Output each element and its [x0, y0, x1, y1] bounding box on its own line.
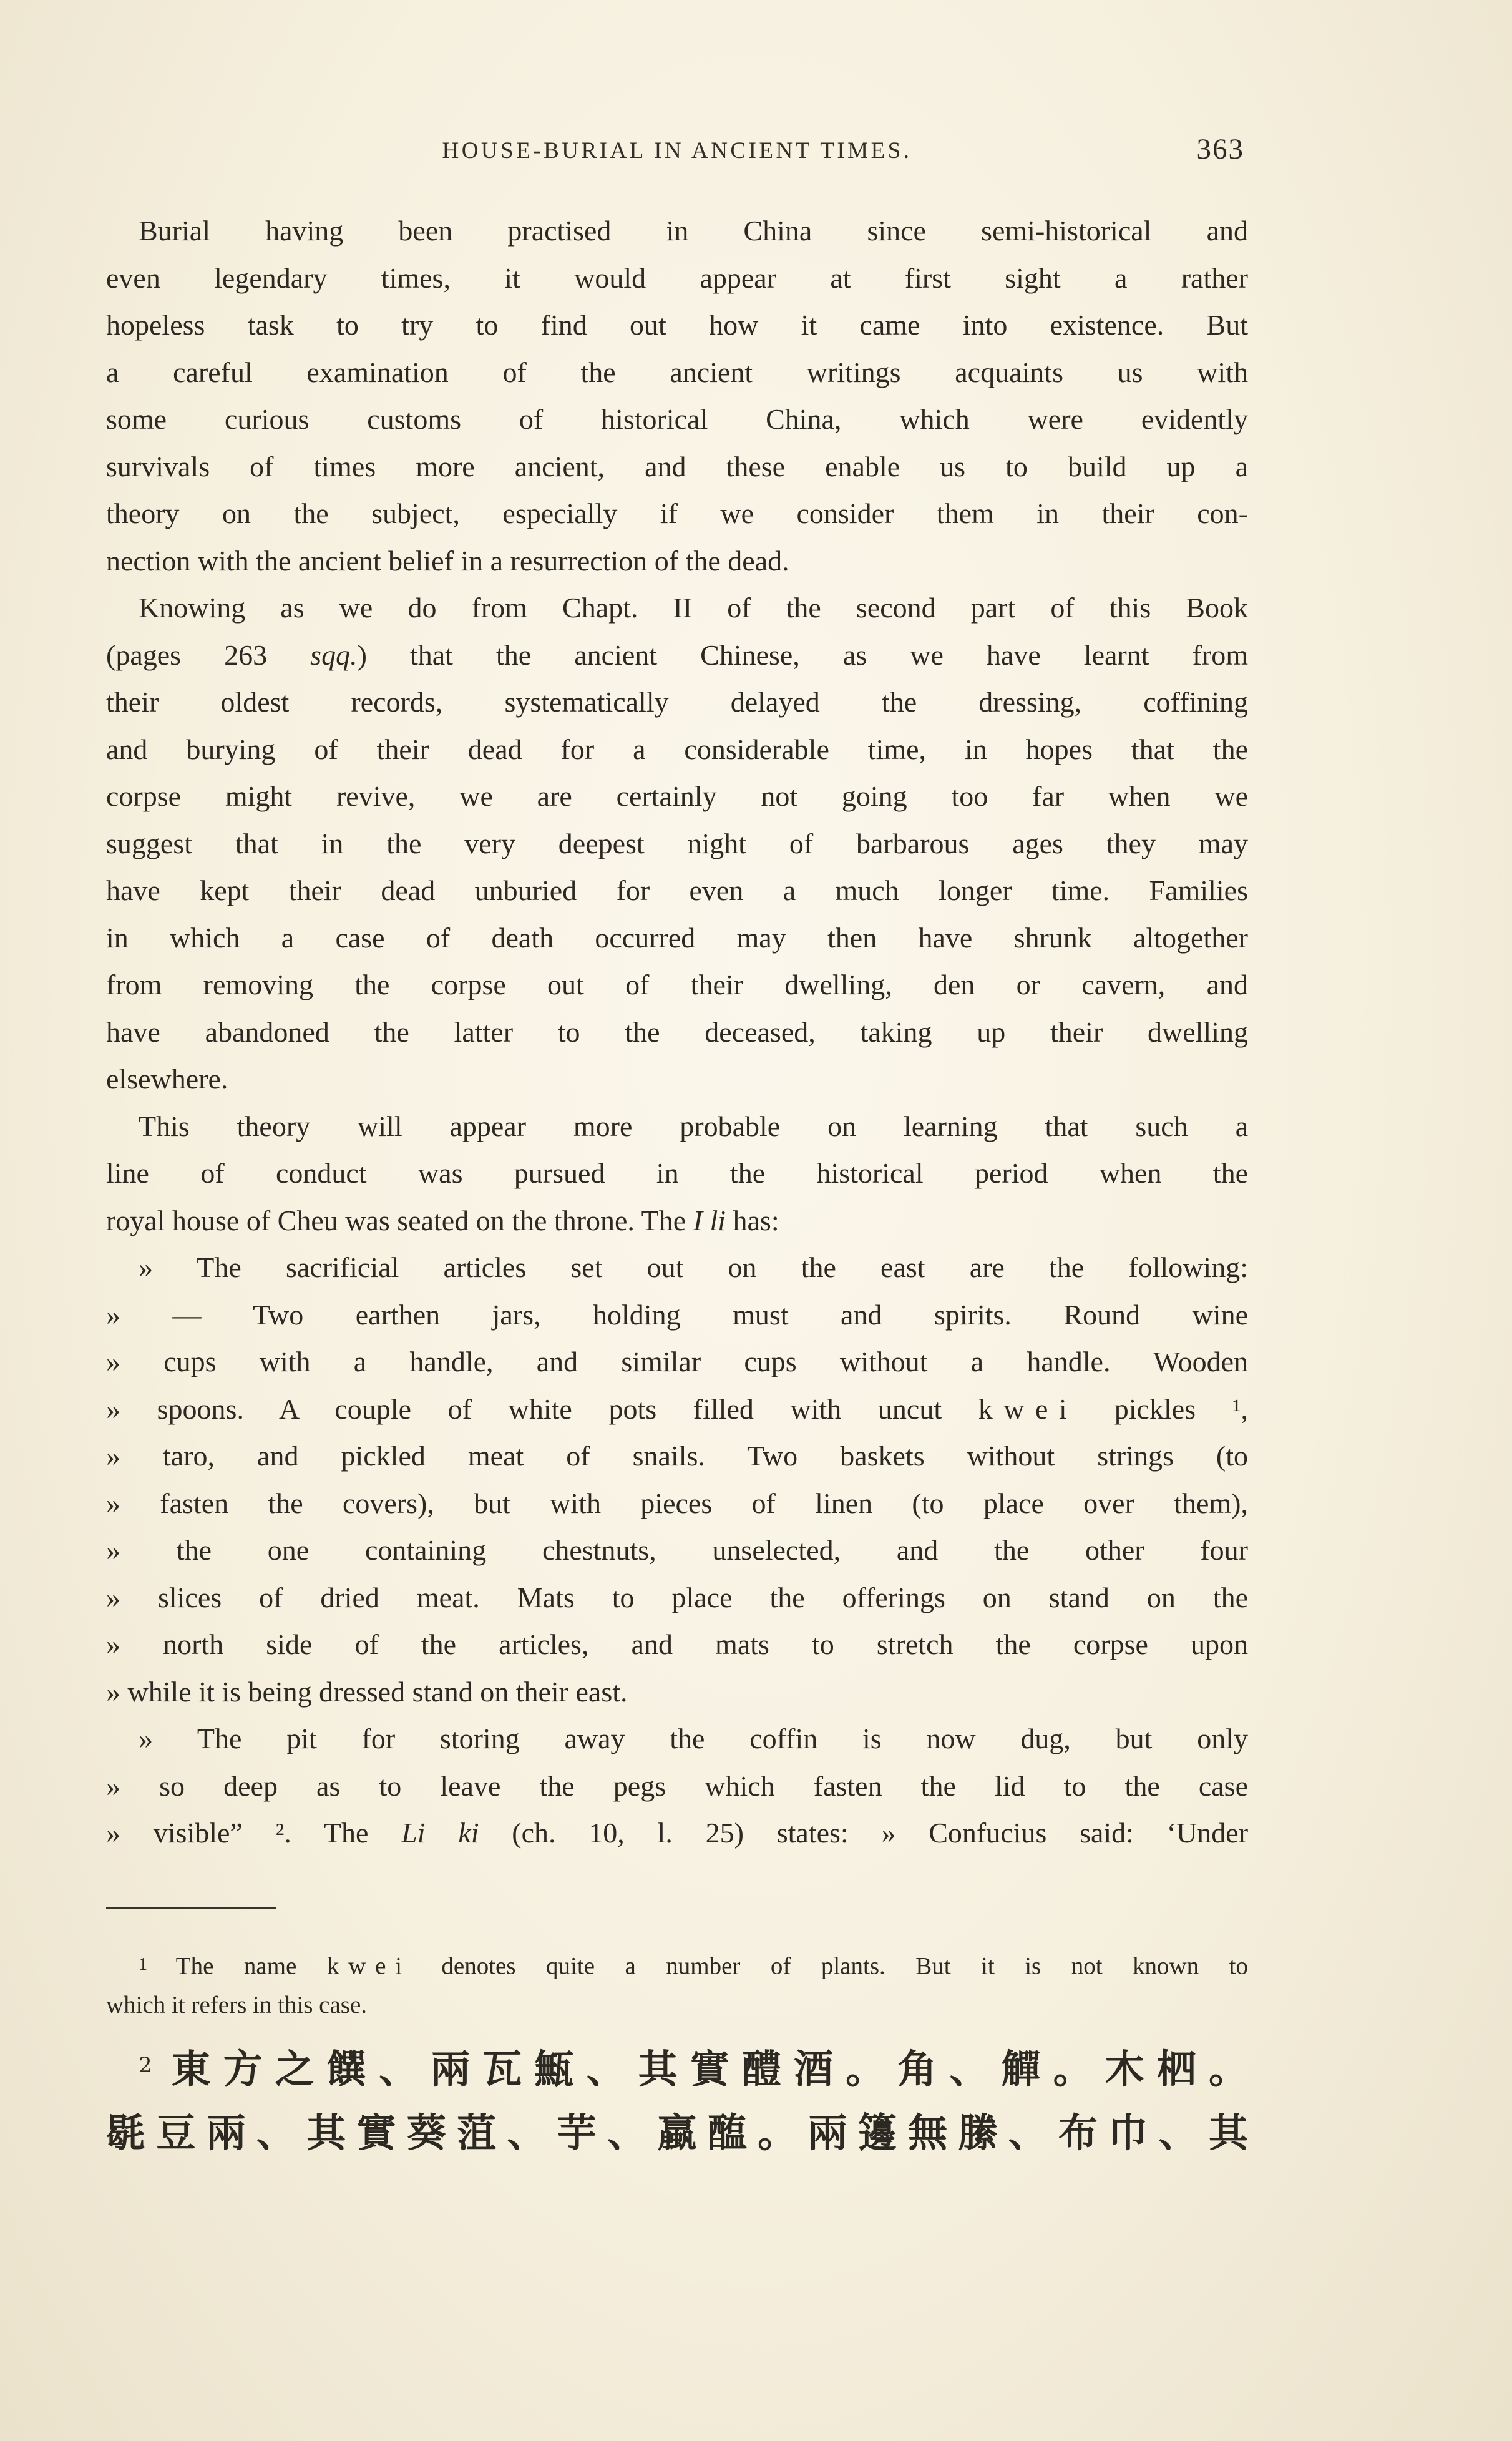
body-text-line: [106, 443, 1248, 491]
text-segment: some curious customs of historical China, which were evidently: [106, 403, 1248, 435]
text-segment: their oldest records, systematically delayed the dressing, coffining: [106, 686, 1248, 718]
body-text-line: [106, 1527, 1248, 1574]
text-segment: » — Two earthen jars, holding must and spirits. Round wine: [106, 1298, 1248, 1331]
text-segment: from removing the corpse out of their dwelling, den or cavern, and: [106, 969, 1248, 1000]
body-text-line: [106, 584, 1248, 632]
body-text-line: [106, 349, 1248, 396]
text-segment: (ch. 10, l. 25) states: » Confucius said: ‘Under: [479, 1817, 1249, 1849]
body-text-line: [106, 255, 1248, 302]
text-segment: 2: [139, 2053, 172, 2078]
text-segment: 毼豆兩、其實葵菹、芋、蠃醢。兩籩無縢、布巾、其: [106, 2110, 1248, 2156]
body-text-line: [106, 396, 1248, 443]
body-text-line: [106, 1386, 1248, 1433]
text-segment: » fasten the covers), but with pieces of linen (to place over them),: [106, 1487, 1248, 1519]
text-segment: even legendary times, it would appear at first sight a rather: [106, 262, 1248, 294]
text-segment: which it refers in this case.: [106, 1992, 368, 2019]
body-text-line: [106, 1621, 1248, 1668]
footnote-line: [106, 1945, 1248, 1986]
body-text-line: [106, 914, 1248, 962]
text-segment: Li ki: [401, 1817, 479, 1849]
text-segment: nection with the ancient belief in a resurrection of the dead.: [106, 544, 789, 577]
body-text-line: [106, 726, 1248, 773]
text-segment: » taro, and pickled meat of snails. Two baskets without strings (to: [106, 1440, 1248, 1472]
body-text-line: [106, 1432, 1248, 1480]
running-title: HOUSE-BURIAL IN ANCIENT TIMES.: [442, 138, 912, 164]
body-text-line: [106, 301, 1248, 349]
body-text-line: [106, 1715, 1248, 1763]
text-segment: and burying of their dead for a considerable time, in hopes that the: [106, 733, 1248, 765]
text-segment: line of conduct was pursued in the historical period when the: [106, 1157, 1248, 1189]
body-text-line: [106, 678, 1248, 726]
text-segment: sqq.: [310, 638, 358, 671]
body-text-line: [106, 1809, 1248, 1857]
text-segment: » so deep as to leave the pegs which fasten the lid to the case: [106, 1769, 1248, 1802]
body-text-line: [106, 1291, 1248, 1339]
footnotes: [106, 1945, 1248, 2165]
text-segment: » while it is being dressed stand on their east.: [106, 1675, 628, 1708]
text-segment: have kept their dead unburied for even a much longer time. Families: [106, 874, 1248, 906]
text-segment: elsewhere.: [106, 1063, 228, 1095]
text-segment: I li: [693, 1204, 726, 1236]
text-segment: hopeless task to try to find out how it came into existence. But: [106, 309, 1248, 341]
body-text-line: [106, 1574, 1248, 1622]
footnote-line: [106, 2101, 1248, 2165]
body-text-line: [106, 961, 1248, 1009]
text-segment: suggest that in the very deepest night of barbarous ages they may: [106, 827, 1248, 859]
text-segment: corpse might revive, we are certainly not going too far when we: [106, 780, 1248, 812]
text-segment: has:: [726, 1204, 779, 1236]
text-segment: 1: [139, 1954, 176, 1974]
body-text-line: [106, 867, 1248, 914]
body-text-line: [106, 1244, 1248, 1291]
text-segment: The name: [175, 1952, 327, 1980]
text-segment: theory on the subject, especially if we consider them in their con-: [106, 497, 1248, 529]
text-segment: pickles ¹,: [1078, 1392, 1249, 1425]
body-text-line: [106, 537, 1248, 585]
text-segment: » visible” ². The: [106, 1817, 402, 1849]
page-number: 363: [1196, 133, 1244, 165]
body-text-line: [106, 1763, 1248, 1810]
text-segment: » The pit for storing away the coffin is now dug, but only: [139, 1723, 1248, 1754]
text-segment: » north side of the articles, and mats to stretch the corpse upon: [106, 1628, 1248, 1660]
body-text-line: [106, 1197, 1248, 1245]
text-segment: (pages 263: [106, 638, 311, 671]
text-segment: » cups with a handle, and similar cups without a handle. Wooden: [106, 1346, 1248, 1377]
body-text-line: [106, 632, 1248, 679]
body-text-line: [106, 1055, 1248, 1103]
body-text-line: [106, 1009, 1248, 1056]
page-content: [106, 0, 1248, 2165]
body-text-line: [106, 490, 1248, 537]
body-text-line: [106, 1338, 1248, 1386]
text-segment: » The sacrificial articles set out on the east are the following:: [139, 1251, 1248, 1283]
text-segment: » slices of dried meat. Mats to place the offerings on stand on the: [106, 1581, 1248, 1613]
text-segment: 東方之饌、兩瓦甒、其實醴酒。角、觶。木柶。: [171, 2046, 1248, 2093]
text-segment: This theory will appear more probable on learning that such a: [139, 1110, 1248, 1142]
text-segment: » the one containing chestnuts, unselected, and the other four: [106, 1534, 1248, 1566]
text-segment: have abandoned the latter to the deceased, taking up their dwelling: [106, 1015, 1248, 1048]
text-segment: » spoons. A couple of white pots filled with uncut: [106, 1392, 978, 1425]
text-segment: a careful examination of the ancient writings acquaints us with: [106, 356, 1248, 388]
text-segment: in which a case of death occurred may then have shrunk altogether: [106, 921, 1248, 954]
body-text-line: [106, 773, 1248, 820]
body-text-line: [106, 1150, 1248, 1197]
text-segment: kwei: [326, 1952, 411, 1980]
text-segment: ) that the ancient Chinese, as we have learnt from: [357, 638, 1248, 671]
text-segment: royal house of Cheu was seated on the throne. The: [106, 1204, 693, 1236]
body-text: [106, 207, 1248, 1857]
text-segment: kwei: [978, 1392, 1078, 1425]
body-text-line: [106, 820, 1248, 868]
text-segment: survivals of times more ancient, and these enable us to build up a: [106, 450, 1248, 482]
body-text-line: [106, 1103, 1248, 1150]
footnote-separator-rule: [106, 1907, 276, 1909]
text-segment: Knowing as we do from Chapt. II of the second part of this Book: [139, 592, 1248, 624]
page-header: [106, 133, 1248, 176]
footnote-line: [106, 2033, 1248, 2101]
body-text-line: [106, 207, 1248, 255]
body-text-line: [106, 1480, 1248, 1527]
text-segment: denotes quite a number of plants. But it is not known to: [411, 1952, 1248, 1980]
footnote-line: [106, 1985, 1248, 2025]
text-segment: Burial having been practised in China since semi-historical and: [139, 215, 1248, 247]
body-text-line: [106, 1668, 1248, 1716]
